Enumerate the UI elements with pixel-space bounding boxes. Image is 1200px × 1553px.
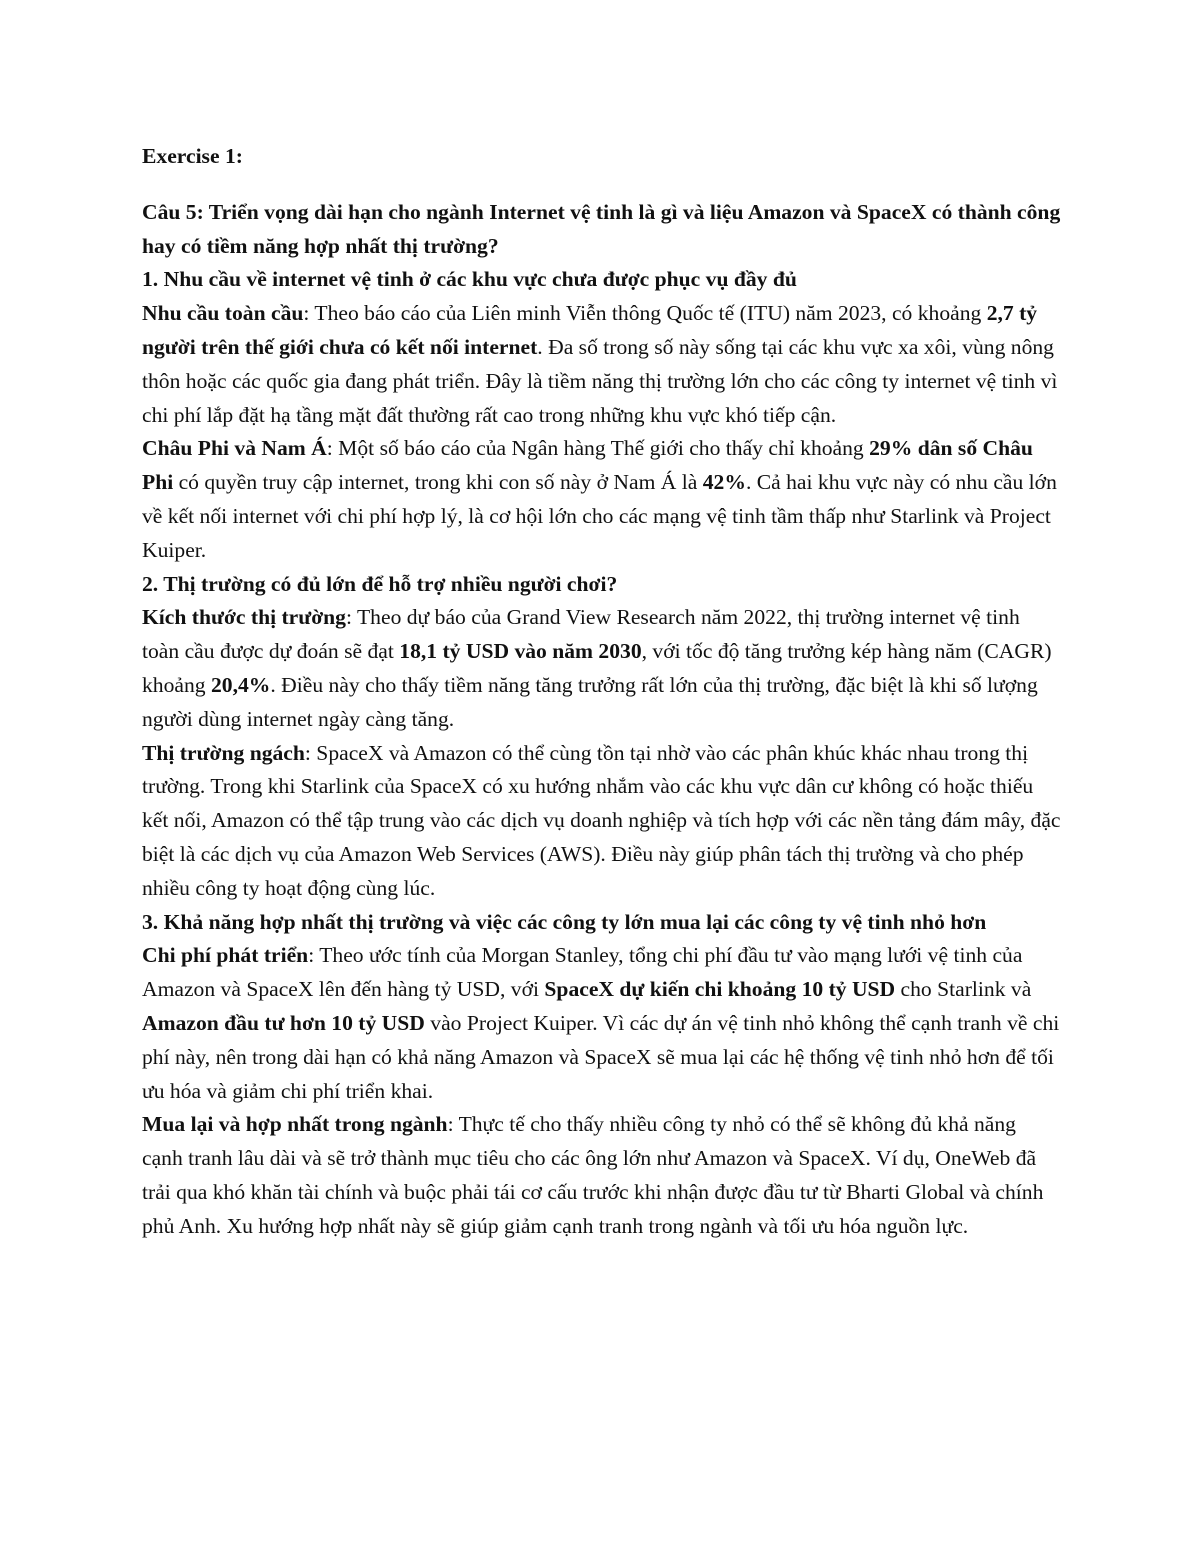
text-run: , với tốc độ tăng trưởng kép hàng năm (CAGR) khoảng bbox=[142, 639, 1052, 697]
paragraph bbox=[142, 737, 1062, 906]
bold-text: 18,1 tỷ USD vào năm 2030 bbox=[399, 639, 642, 664]
document-body bbox=[142, 140, 1062, 1244]
text-run: . Điều này cho thấy tiềm năng tăng trưởng rất lớn của thị trường, đặc biệt là khi số lượng người dùng internet ngày càng tăng. bbox=[142, 672, 1038, 731]
paragraph-label: Thị trường ngách bbox=[142, 740, 305, 765]
bold-text: 29% dân số Châu Phi bbox=[142, 436, 1033, 495]
text-run: có quyền truy cập internet, trong khi con số này ở Nam Á là bbox=[173, 470, 703, 495]
text-run: : Theo báo cáo của Liên minh Viễn thông Quốc tế (ITU) năm 2023, có khoảng bbox=[303, 301, 987, 326]
question-text: Câu 5: Triển vọng dài hạn cho ngành Internet vệ tinh là gì và liệu Amazon và SpaceX có thành công hay có tiềm năng hợp nhất thị trường? bbox=[142, 199, 1061, 258]
section-heading: 3. Khả năng hợp nhất thị trường và việc các công ty lớn mua lại các công ty vệ tinh nhỏ hơn bbox=[142, 909, 987, 934]
paragraph-label: Mua lại và hợp nhất trong ngành bbox=[142, 1112, 448, 1137]
text-run: . Cả hai khu vực này có nhu cầu lớn về kết nối internet với chi phí hợp lý, là cơ hội lớn cho các mạng vệ tinh tầm thấp như Starlink và Project Kuiper. bbox=[142, 470, 1057, 562]
bold-text: 42% bbox=[702, 470, 746, 495]
text-run: : Thực tế cho thấy nhiều công ty nhỏ có thể sẽ không đủ khả năng cạnh tranh lâu dài và sẽ trở thành mục tiêu cho các ông lớn như Amazon và SpaceX. Ví dụ, OneWeb đã trải qua khó khăn tài chính và buộc phải tái cơ cấu trước khi nhận được đầu tư từ Bharti Global và chính phủ Anh. Xu hướng hợp nhất này sẽ giúp giảm cạnh tranh trong ngành và tối ưu hóa nguồn lực. bbox=[142, 1112, 1044, 1238]
text-run: vào Project Kuiper. Vì các dự án vệ tinh nhỏ không thể cạnh tranh về chi phí này, nên trong dài hạn có khả năng Amazon và SpaceX sẽ mua lại các hệ thống vệ tinh nhỏ hơn để tối ưu hóa và giảm chi phí triển khai. bbox=[142, 1010, 1060, 1103]
text-run: : Theo ước tính của Morgan Stanley, tổng chi phí đầu tư vào mạng lưới vệ tinh của Amazon và SpaceX lên đến hàng tỷ USD, với bbox=[142, 943, 1023, 1002]
bold-text: 2,7 tỷ người trên thế giới chưa có kết nối internet bbox=[142, 301, 1038, 359]
paragraph bbox=[142, 432, 1062, 567]
section-heading: 2. Thị trường có đủ lớn để hỗ trợ nhiều người chơi? bbox=[142, 571, 618, 596]
paragraph-label: Nhu cầu toàn cầu bbox=[142, 301, 304, 326]
paragraph bbox=[142, 601, 1062, 736]
section-heading: 1. Nhu cầu về internet vệ tinh ở các khu vực chưa được phục vụ đầy đủ bbox=[142, 267, 797, 292]
bold-text: 20,4% bbox=[210, 672, 271, 697]
paragraph-label: Châu Phi và Nam Á bbox=[142, 436, 327, 461]
document-title: Exercise 1: bbox=[142, 144, 243, 168]
text-run: . Đa số trong số này sống tại các khu vực xa xôi, vùng nông thôn hoặc các quốc gia đang phát triển. Đây là tiềm năng thị trường lớn cho các công ty internet vệ tinh vì chi phí lắp đặt hạ tầng mặt đất thường rất cao trong những khu vực khó tiếp cận. bbox=[142, 334, 1058, 427]
bold-text: Amazon đầu tư hơn 10 tỷ USD bbox=[142, 1010, 425, 1035]
text-run: cho Starlink và bbox=[895, 977, 1032, 1002]
text-run: : SpaceX và Amazon có thể cùng tồn tại nhờ vào các phân khúc khác nhau trong thị trường. Trong khi Starlink của SpaceX có xu hướng nhắm vào các khu vực dân cư không có hoặc thiếu kết nối, Amazon có thể tập trung vào các dịch vụ doanh nghiệp và tích hợp với các nền tảng đám mây, đặc biệt là các dịch vụ của Amazon Web Services (AWS). Điều này giúp phân tách thị trường và cho phép nhiều công ty hoạt động cùng lúc. bbox=[142, 740, 1061, 900]
paragraph-label: Kích thước thị trường bbox=[142, 605, 346, 630]
paragraph bbox=[142, 1108, 1062, 1243]
text-run: : Một số báo cáo của Ngân hàng Thế giới cho thấy chỉ khoảng bbox=[326, 436, 870, 461]
paragraph bbox=[142, 297, 1062, 432]
text-run: : Theo dự báo của Grand View Research năm 2022, thị trường internet vệ tinh toàn cầu được dự đoán sẽ đạt bbox=[142, 605, 1020, 664]
paragraph-label: Chi phí phát triển bbox=[142, 943, 309, 968]
bold-text: SpaceX dự kiến chi khoảng 10 tỷ USD bbox=[544, 977, 896, 1002]
sections bbox=[142, 263, 1062, 1243]
paragraph bbox=[142, 939, 1062, 1108]
